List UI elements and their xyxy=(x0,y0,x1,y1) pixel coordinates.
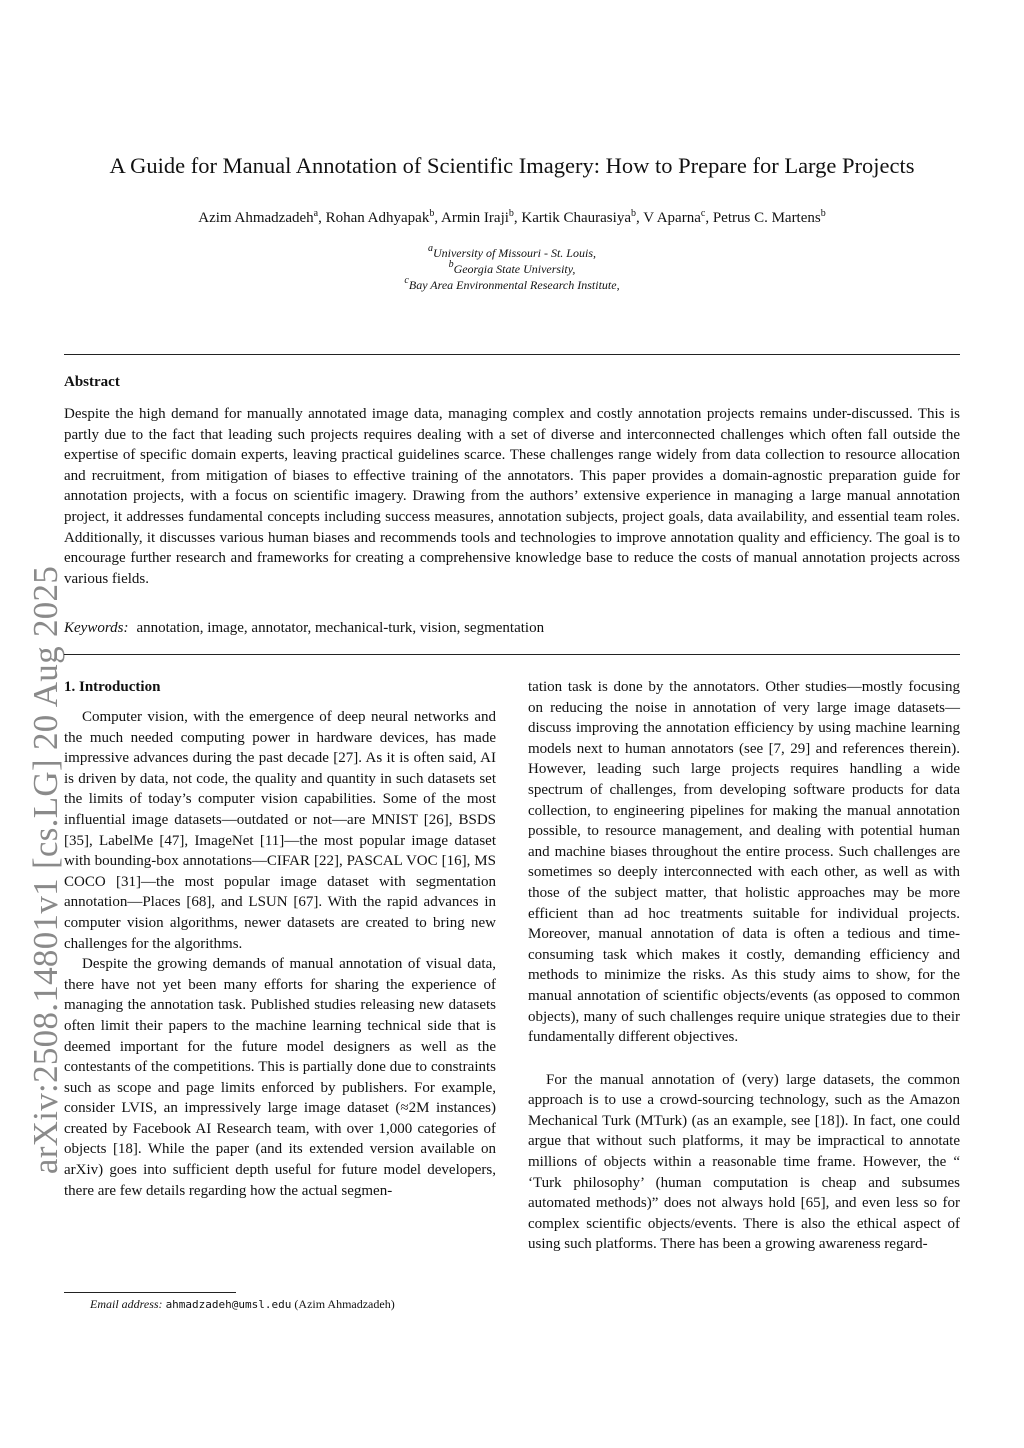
abstract-bottom-rule xyxy=(64,654,960,655)
footnote-author-name: (Azim Ahmadzadeh) xyxy=(294,1297,395,1311)
keywords-line xyxy=(64,618,544,638)
affiliation-a: $^a$University of Missouri - St. Louis, xyxy=(427,243,596,260)
keywords-label: Keywords: xyxy=(64,620,129,636)
footnote-label: Email address: xyxy=(90,1297,163,1311)
paper-title: A Guide for Manual Annotation of Scientific Imagery: How to Prepare for Large Projects xyxy=(109,153,915,178)
keywords-text: annotation, image, annotator, mechanical-turk, vision, segmentation xyxy=(136,620,545,636)
author-list xyxy=(40,208,984,228)
affiliation-b: $^b$Georgia State University, xyxy=(448,259,576,276)
affiliation-list xyxy=(40,245,984,293)
affiliation-c: $^c$Bay Area Environmental Research Institute, xyxy=(404,275,620,292)
author-4: Kartik Chaurasiya$^b$, xyxy=(521,208,644,226)
footnote-email xyxy=(90,1296,395,1313)
abstract-text: Despite the high demand for manually annotated image data, managing complex and costly annotation projects remains under-discussed. This is partly due to the fact that leading such projects requires dealing with a set of diverse and interconnected challenges which often fall outside the expertise of specific domain experts, leaving practical guidelines scarce. These challenges range widely from data collection to resource allocation and recruitment, from mitigation of biases to effective training of the annotators. This paper provides a domain-agnostic preparation guide for annotation projects, with a focus on scientific imagery. Drawing from the authors’ extensive experience in managing a large manual annotation project, it addresses fundamental concepts including success measures, annotation subjects, project goals, data availability, and essential team roles. Additionally, it discusses various human biases and recommends tools and technologies to improve annotation quality and efficiency. The goal is to encourage further research and frameworks for creating a comprehensive knowledge base to reduce the costs of manual annotation projects across various fields. xyxy=(64,406,960,587)
author-2: Rohan Adhyapak$^b$, xyxy=(325,208,442,226)
footnote-email-address: ahmadzadeh@umsl.edu xyxy=(165,1298,292,1311)
intro-paragraph-2-continued: tation task is done by the annotators. Other studies—mostly focusing on reducing the noise in annotation of very large image datasets—discuss improving the annotation efficiency by using machine learning models next to human annotators (see [7, 29] and references therein). However, leading such large projects requires handling a wide spectrum of challenges, from developing software products for data collection, to engineering pipelines for making the manual annotation possible, to resource management, and dealing with potential human and machine biases throughout the entire process. Such challenges are sometimes so deeply interconnected with each other, as well as with those of the subject matter, that holistic approaches may be more efficient than ad hoc treatments suitable for individual projects. Moreover, manual annotation of data is often a tedious and time-consuming task which makes it costly, demanding efficiency and methods to minimize the risks. As this study aims to show, for the manual annotation of scientific objects/events (as opposed to common objects), many of such challenges require unique strategies due to their fundamentally different objectives. xyxy=(528,679,960,1046)
abstract-heading: Abstract xyxy=(64,374,120,390)
left-column xyxy=(64,677,496,1201)
author-5: V Aparna$^c$, xyxy=(643,208,713,226)
intro-paragraph-3: For the manual annotation of (very) large datasets, the common approach is to use a crowd-sourcing technology, such as the Amazon Mechanical Turk (MTurk) (as an example, see [18]). In fact, one could argue that without such platforms, it may be impractical to annotate millions of objects within a reasonable time frame. However, the “ ‘Turk philosophy’ (human computation is cheap and subsumes automated methods)” does not always hold [65], and even less so for complex scientific objects/events. There is also the ethical aspect of using such platforms. There has been a growing awareness regard- xyxy=(528,1071,960,1253)
footnote-rule xyxy=(64,1292,236,1293)
author-1: Azim Ahmadzadeh$^a$, xyxy=(198,208,326,226)
abstract-top-rule xyxy=(64,354,960,355)
author-6: Petrus C. Martens$^b$ xyxy=(712,208,826,226)
intro-paragraph-1: Computer vision, with the emergence of deep neural networks and the much needed computing power in hardware devices, has made impressive advances during the past decade [27]. As it is often said, AI is driven by data, not code, the quality and quantity in such datasets set the limits of today’s computer vision capabilities. Some of the most influential image datasets—outdated or not—are MNIST [26], BSDS [35], LabelMe [47], ImageNet [11]—the most popular image dataset with bounding-box annotations—CIFAR [22], PASCAL VOC [16], MS COCO [31]—the most popular image dataset with segmentation annotation—Places [68], and LSUN [67]. With the rapid advances in computer vision algorithms, newer datasets are created to bring new challenges for the algorithms. xyxy=(64,709,496,952)
author-3: Armin Iraji$^b$, xyxy=(441,208,522,226)
arxiv-identifier-stamp: arXiv:2508.14801v1 [cs.LG] 20 Aug 2025 xyxy=(26,565,65,1175)
intro-paragraph-2: Despite the growing demands of manual annotation of visual data, there have not yet been many efforts for sharing the experience of managing the annotation task. Published studies releasing new datasets often limit their papers to the machine learning technical side that is deemed important for the future model designers as well as the contestants of the competitions. This is partially done due to constraints such as scope and page limits enforced by publishers. For example, consider LVIS, an impressively large image dataset (≈2M instances) created by Facebook AI Research team, with over 1,000 categories of objects [18]. While the paper (and its extended version available on arXiv) goes into sufficient depth useful for future model developers, there are few details regarding how the actual segmen- xyxy=(64,956,496,1199)
right-column xyxy=(528,677,960,1255)
section-heading-introduction: 1. Introduction xyxy=(64,679,161,695)
